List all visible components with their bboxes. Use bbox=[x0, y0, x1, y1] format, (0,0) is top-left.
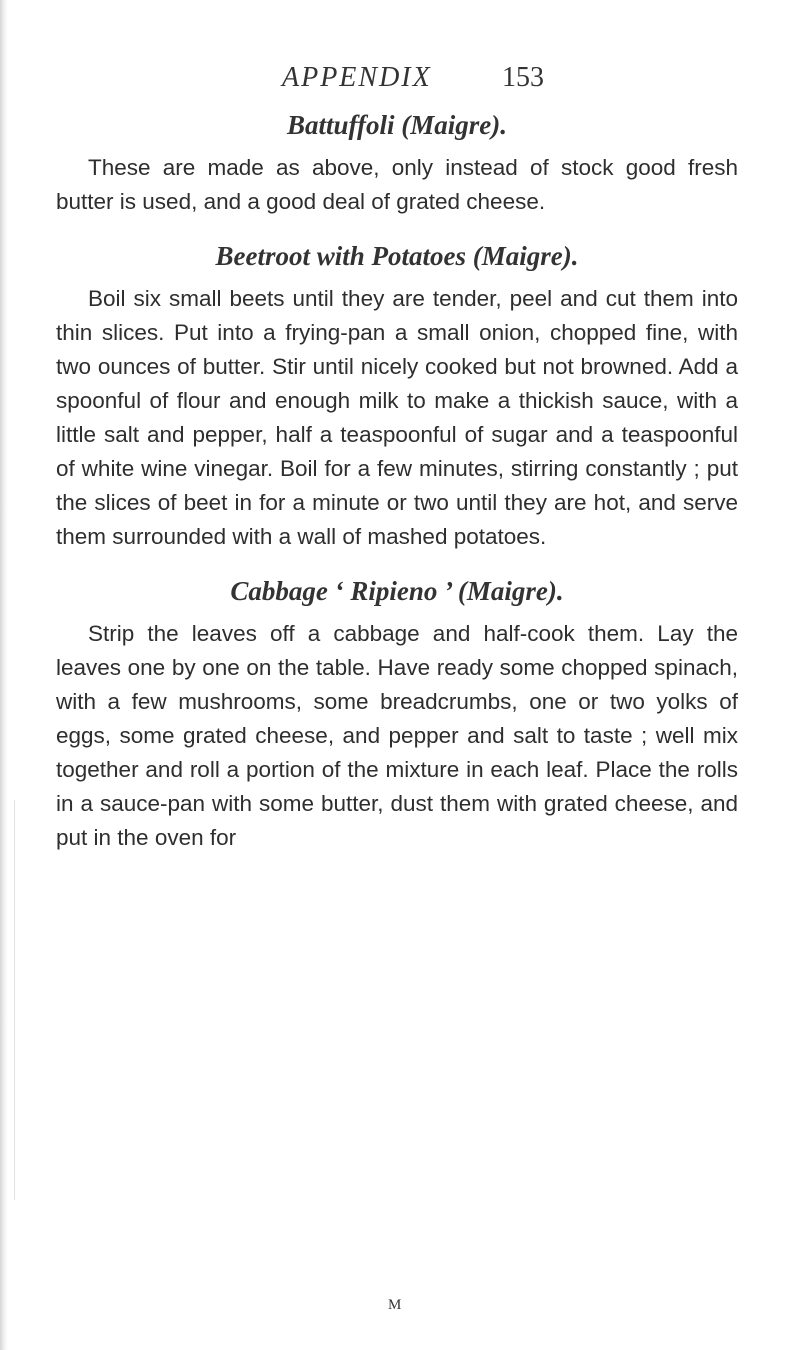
recipe-body: Boil six small beets until they are tender, peel and cut them into thin slices. Put into a frying-pan a small onion, chopped fine, with two ounces of butter. Stir until nicely cooked but not browned. Add a spoonful of flour and enough milk to make a thickish sauce, with a little salt and pepper, half a teaspoonful of sugar and a teaspoonful of white wine vinegar. Boil for a few minutes, stirring constantly ; put the slices of beet in for a minute or two until they are hot, and serve them surrounded with a wall of mashed potatoes. bbox=[56, 286, 738, 549]
page-binding-edge bbox=[0, 0, 8, 1350]
recipe-battuffoli bbox=[56, 110, 738, 219]
recipe-title: Cabbage ‘ Ripieno ’ (Maigre). bbox=[230, 576, 564, 606]
recipe-body: These are made as above, only instead of stock good fresh butter is used, and a good deal of grated cheese. bbox=[56, 155, 738, 214]
recipe-body: Strip the leaves off a cabbage and half-cook them. Lay the leaves one by one on the table. Have ready some chopped spinach, with a few mushrooms, some breadcrumbs, one or two yolks of eggs, some grated cheese, and pepper and salt to taste ; well mix together and roll a portion of the mixture in each leaf. Place the rolls in a sauce-pan with some butter, dust them with grated cheese, and put in the oven for bbox=[56, 621, 738, 850]
running-head: APPENDIX bbox=[282, 62, 432, 93]
page-crease bbox=[14, 800, 15, 1200]
recipe-title: Battuffoli (Maigre). bbox=[286, 110, 507, 140]
recipe-beetroot bbox=[56, 241, 738, 554]
page-content bbox=[56, 110, 738, 855]
recipe-title: Beetroot with Potatoes (Maigre). bbox=[215, 241, 579, 271]
signature-mark: M bbox=[388, 1297, 402, 1313]
page-header bbox=[258, 58, 578, 98]
page-number: 153 bbox=[502, 62, 544, 93]
recipe-cabbage bbox=[56, 576, 738, 855]
